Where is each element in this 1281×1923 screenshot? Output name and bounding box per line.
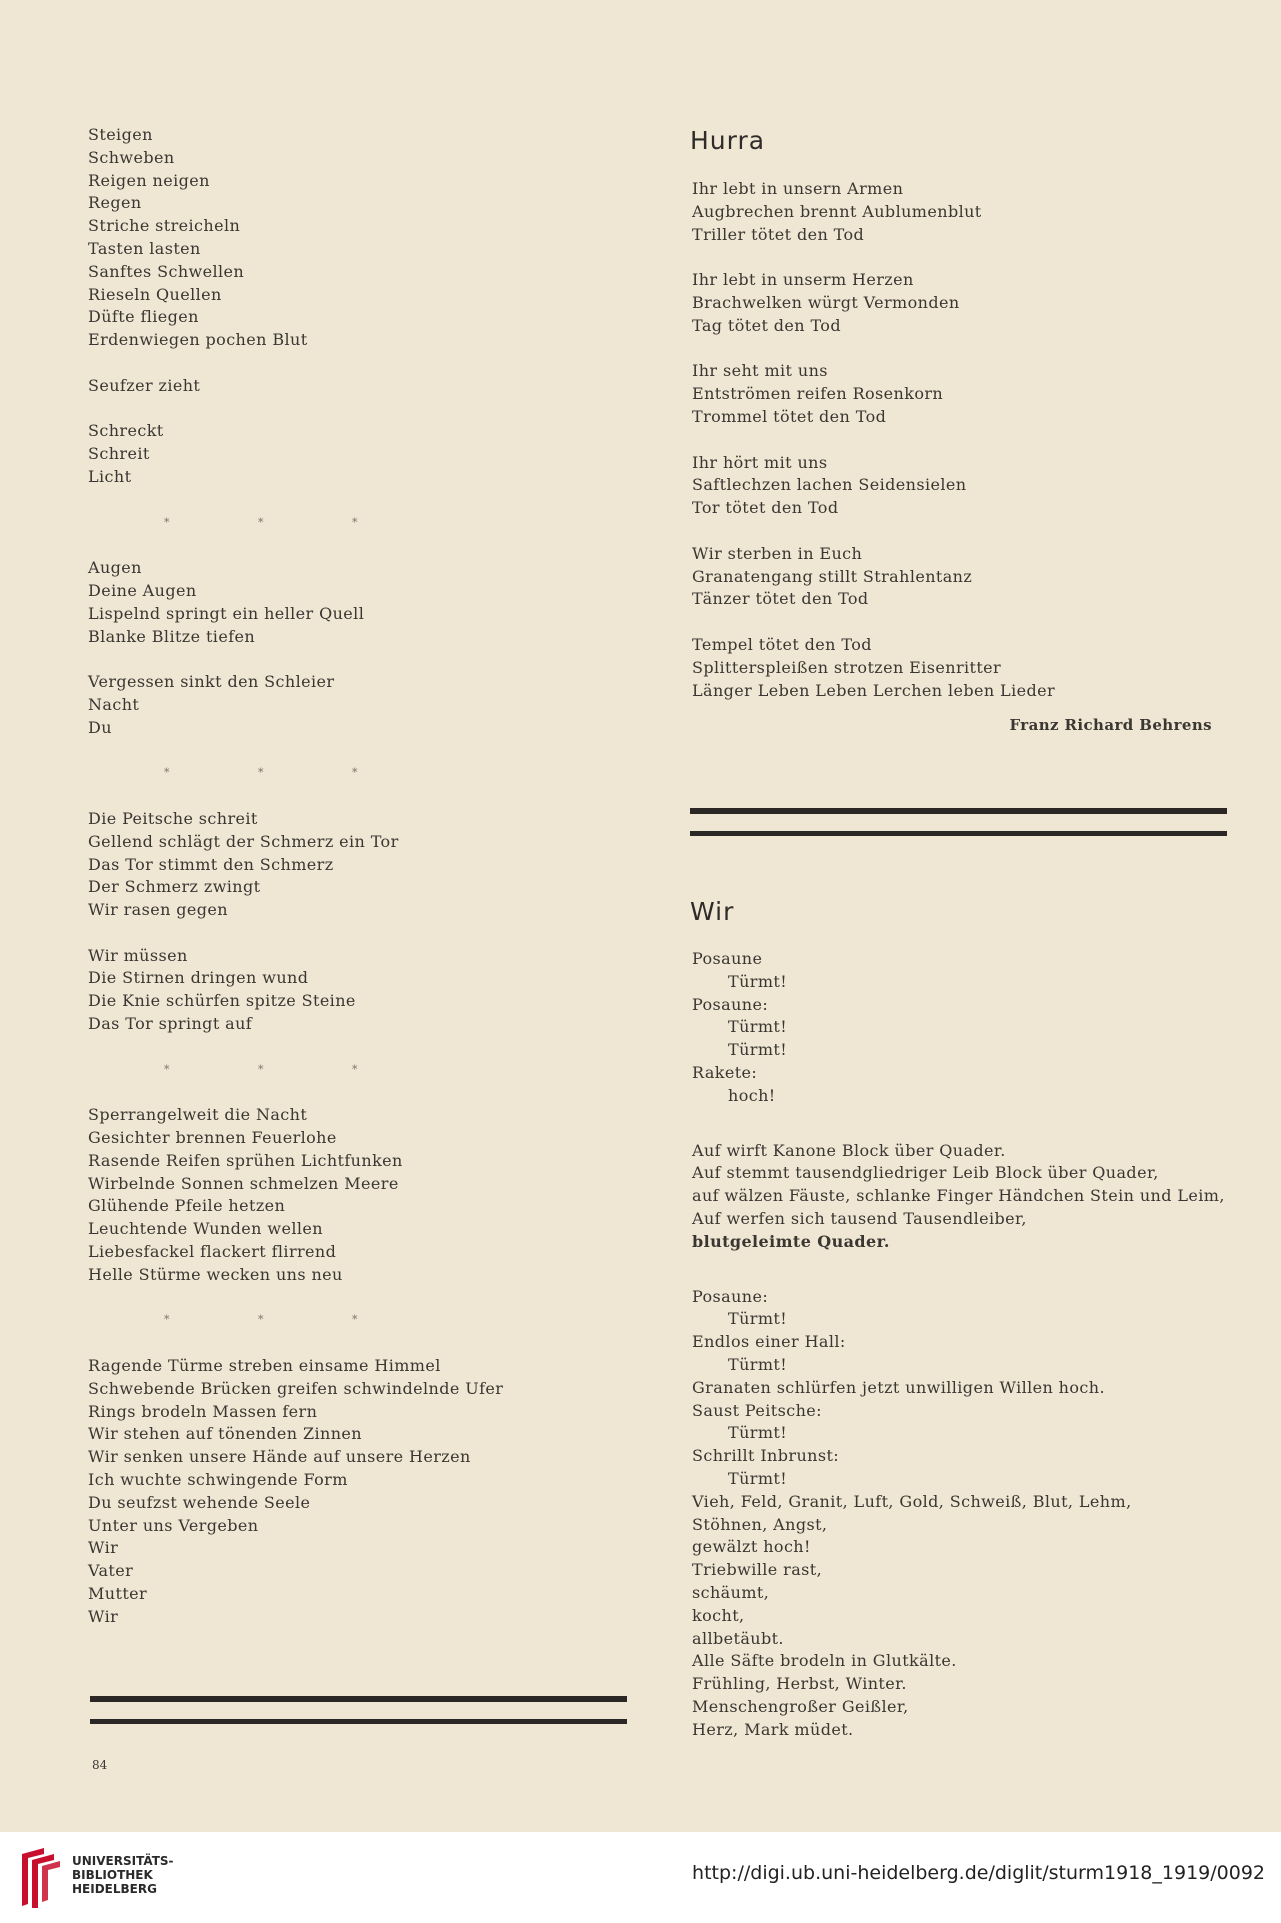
poem-line: Wir müssen xyxy=(88,945,188,965)
poem-line: Auf stemmt tausendgliedriger Leib Block über Quader, xyxy=(692,1163,1159,1183)
poem-line: Striche streicheln xyxy=(88,216,241,236)
institution-line: BIBLIOTHEK xyxy=(72,1868,153,1882)
left-stanza-8 xyxy=(88,1104,628,1286)
footer-bar xyxy=(0,1832,1281,1923)
asterisk: * xyxy=(164,1062,170,1076)
poem-line: Türmt! xyxy=(728,1017,788,1037)
asterisk: * xyxy=(352,515,358,529)
poem-line: Deine Augen xyxy=(88,580,197,600)
poem-line: Türmt! xyxy=(728,1309,788,1329)
right-double-rule xyxy=(690,808,1227,836)
left-poem-column xyxy=(88,124,628,1629)
poem-line: Wir stehen auf tönenden Zinnen xyxy=(88,1424,362,1444)
poem-line: Vater xyxy=(88,1561,134,1581)
stanza-gap xyxy=(88,740,628,763)
poem-line: Herz, Mark müdet. xyxy=(692,1719,854,1739)
poem-line: Ihr lebt in unsern Armen xyxy=(692,179,904,198)
asterisk-separator xyxy=(88,762,628,785)
poem-line: Schrillt Inbrunst: xyxy=(692,1446,840,1466)
poem-line: Das Tor stimmt den Schmerz xyxy=(88,854,334,874)
poem-line: Leuchtende Wunden wellen xyxy=(88,1219,323,1239)
poem-line: Wir rasen gegen xyxy=(88,900,228,920)
poem-line: Wir senken unsere Hände auf unsere Herzen xyxy=(88,1447,471,1467)
hurra-poem xyxy=(692,178,1212,737)
stanza-gap xyxy=(88,648,628,671)
poem-line: Tor tötet den Tod xyxy=(692,498,839,518)
poem-line: Türmt! xyxy=(728,1040,788,1060)
poem-line: Alle Säfte brodeln in Glutkälte. xyxy=(692,1651,957,1671)
poem-line: Augbrechen brennt Aublumenblut xyxy=(692,201,982,221)
poem-line: Splitterspleißen strotzen Eisenritter xyxy=(692,657,1002,677)
poem-line: Tasten lasten xyxy=(88,238,201,258)
asterisk-separator xyxy=(88,1059,628,1082)
poem-line: Türmt! xyxy=(728,1423,788,1443)
poem-line: Rings brodeln Massen fern xyxy=(88,1401,318,1421)
poem-line: Du seufzst wehende Seele xyxy=(88,1492,311,1512)
page-number: 84 xyxy=(92,1758,108,1772)
poem-line: Rakete: xyxy=(692,1062,758,1082)
poem-line: Schreit xyxy=(88,444,150,464)
poem-line: Du xyxy=(88,717,112,737)
stanza-gap xyxy=(88,1081,628,1104)
poem-line: Glühende Pfeile hetzen xyxy=(88,1196,286,1216)
poem-line: blutgeleimte Quader. xyxy=(692,1231,890,1251)
poem-line: Länger Leben Leben Lerchen leben Lieder xyxy=(692,680,1056,700)
poem-line: Tänzer tötet den Tod xyxy=(692,589,869,609)
stanza-gap xyxy=(88,922,628,945)
poem-line: Türmt! xyxy=(728,971,788,991)
poem-line: Die Peitsche schreit xyxy=(88,808,258,828)
poem-line: Ihr lebt in unserm Herzen xyxy=(692,270,914,290)
stanza-gap xyxy=(88,1287,628,1310)
poem-line: Triller tötet den Tod xyxy=(692,224,865,244)
stanza-gap xyxy=(692,338,1212,361)
poem-line: allbetäubt. xyxy=(692,1628,784,1648)
left-stanza-7 xyxy=(88,945,628,1036)
poem-line: Posaune: xyxy=(692,1286,769,1306)
poem-title-wir: Wir xyxy=(690,897,735,926)
poem-line: Regen xyxy=(88,193,142,213)
stanza-gap xyxy=(88,352,628,375)
poem-line: auf wälzen Fäuste, schlanke Finger Händchen Stein und Leim, xyxy=(692,1186,1225,1206)
poem-line: Granaten schlürfen jetzt unwilligen Willen hoch. xyxy=(692,1377,1105,1397)
poem-line: Rieseln Quellen xyxy=(88,284,222,304)
stanza-gap xyxy=(692,520,1212,543)
poem-line: Wirbelnde Sonnen schmelzen Meere xyxy=(88,1173,399,1193)
poem-line: Seufzer zieht xyxy=(88,375,201,395)
poem-line: Trommel tötet den Tod xyxy=(692,406,887,426)
poem-line: Mutter xyxy=(88,1584,148,1603)
poem-line: Brachwelken würgt Vermonden xyxy=(692,292,960,312)
poem-line: Menschengroßer Geißler, xyxy=(692,1696,909,1716)
poem-line: Die Stirnen dringen wund xyxy=(88,968,309,988)
poem-line: Stöhnen, Angst, xyxy=(692,1514,828,1534)
left-stanza-5 xyxy=(88,671,628,739)
poem-line: Gellend schlägt der Schmerz ein Tor xyxy=(88,831,399,851)
poem-line: Schweben xyxy=(88,147,175,167)
stanza-gap xyxy=(692,611,1212,634)
poem-line: Ihr hört mit uns xyxy=(692,452,828,472)
poem-line: Saust Peitsche: xyxy=(692,1400,822,1420)
asterisk: * xyxy=(164,1313,170,1327)
asterisk: * xyxy=(258,1313,264,1327)
poem-line: Vergessen sinkt den Schleier xyxy=(88,672,335,692)
poem-line: Düfte fliegen xyxy=(88,307,199,327)
institution-name xyxy=(72,1854,174,1896)
asterisk: * xyxy=(164,515,170,529)
poem-line: Türmt! xyxy=(728,1354,788,1374)
poem-line: Posaune xyxy=(692,949,763,968)
source-url-link[interactable]: http://digi.ub.uni-heidelberg.de/diglit/sturm1918_1919/0092 xyxy=(692,1862,1265,1884)
stanza-gap xyxy=(692,1254,1225,1286)
left-double-rule xyxy=(90,1696,627,1724)
poem-line: Türmt! xyxy=(728,1468,788,1488)
poem-line: hoch! xyxy=(728,1085,776,1105)
asterisk: * xyxy=(352,1062,358,1076)
stanza-gap xyxy=(88,398,628,421)
poem-line: Tempel tötet den Tod xyxy=(692,634,872,654)
poem-line: Augen xyxy=(88,558,142,578)
asterisk: * xyxy=(258,515,264,529)
poem-line: Unter uns Vergeben xyxy=(88,1515,259,1535)
poem-line: gewälzt hoch! xyxy=(692,1537,811,1557)
asterisk: * xyxy=(164,766,170,780)
poem-line: Triebwille rast, xyxy=(692,1560,823,1580)
poem-line: Liebesfackel flackert flirrend xyxy=(88,1242,337,1262)
poem-line: Sperrangelweit die Nacht xyxy=(88,1105,308,1125)
stanza-gap xyxy=(692,429,1212,452)
poem-line: Der Schmerz zwingt xyxy=(88,877,261,897)
poem-line: Schwebende Brücken greifen schwindelnde Ufer xyxy=(88,1378,504,1398)
poem-line: Ich wuchte schwingende Form xyxy=(88,1470,348,1490)
poem-line: Lispelnd springt ein heller Quell xyxy=(88,603,365,623)
poem-line: Die Knie schürfen spitze Steine xyxy=(88,991,356,1011)
poem-line: Ihr seht mit uns xyxy=(692,361,828,381)
poem-line: Vieh, Feld, Granit, Luft, Gold, Schweiß, Blut, Lehm, xyxy=(692,1491,1132,1511)
stanza-gap xyxy=(692,702,1212,714)
left-stanza-4 xyxy=(88,557,628,648)
stanza-gap xyxy=(88,489,628,512)
asterisk: * xyxy=(258,1062,264,1076)
left-stanza-9 xyxy=(88,1355,628,1629)
author-signature: Franz Richard Behrens xyxy=(1009,716,1212,735)
asterisk-separator xyxy=(88,1309,628,1332)
poem-line: Auf wirft Kanone Block über Quader. xyxy=(692,1140,1006,1160)
stanza-gap xyxy=(88,785,628,808)
poem-line: Nacht xyxy=(88,694,140,714)
poem-line: Helle Stürme wecken uns neu xyxy=(88,1264,343,1284)
poem-line: Frühling, Herbst, Winter. xyxy=(692,1674,907,1694)
wir-poem xyxy=(692,948,1225,1742)
poem-line: Das Tor springt auf xyxy=(88,1014,253,1034)
stanza-gap xyxy=(692,1108,1225,1140)
poem-line: Endlos einer Hall: xyxy=(692,1332,846,1352)
asterisk-separator xyxy=(88,512,628,535)
asterisk: * xyxy=(352,766,358,780)
left-stanza-1 xyxy=(88,124,628,352)
stanza-gap xyxy=(88,1332,628,1355)
poem-line: Saftlechzen lachen Seidensielen xyxy=(692,475,967,495)
poem-line: Auf werfen sich tausend Tausendleiber, xyxy=(692,1208,1027,1228)
poem-line: Blanke Blitze tiefen xyxy=(88,626,256,646)
poem-line: Reigen neigen xyxy=(88,170,210,190)
poem-line: Ragende Türme streben einsame Himmel xyxy=(88,1356,441,1376)
poem-line: Wir xyxy=(88,1538,119,1558)
poem-line: schäumt, xyxy=(692,1582,770,1602)
poem-line: Steigen xyxy=(88,125,153,144)
poem-line: Licht xyxy=(88,466,132,486)
poem-line: Granatengang stillt Strahlentanz xyxy=(692,566,973,586)
poem-line: kocht, xyxy=(692,1605,745,1625)
poem-line: Rasende Reifen sprühen Lichtfunken xyxy=(88,1150,403,1170)
library-logo-icon xyxy=(14,1846,62,1910)
stanza-gap xyxy=(88,1036,628,1059)
asterisk: * xyxy=(352,1313,358,1327)
poem-line: Tag tötet den Tod xyxy=(692,315,841,335)
poem-line: Wir xyxy=(88,1606,119,1626)
poem-line: Gesichter brennen Feuerlohe xyxy=(88,1128,337,1148)
left-stanza-6 xyxy=(88,808,628,922)
poem-line: Sanftes Schwellen xyxy=(88,261,245,281)
poem-line: Erdenwiegen pochen Blut xyxy=(88,330,308,350)
poem-line: Wir sterben in Euch xyxy=(692,543,863,563)
poem-line: Posaune: xyxy=(692,994,769,1014)
stanza-gap xyxy=(692,246,1212,269)
institution-line: UNIVERSITÄTS- xyxy=(72,1854,174,1868)
poem-title-hurra: Hurra xyxy=(690,126,766,155)
poem-line: Schreckt xyxy=(88,421,164,441)
stanza-gap xyxy=(88,534,628,557)
poem-line: Entströmen reifen Rosenkorn xyxy=(692,384,944,404)
asterisk: * xyxy=(258,766,264,780)
left-stanza-3 xyxy=(88,420,628,488)
institution-line: HEIDELBERG xyxy=(72,1882,157,1896)
